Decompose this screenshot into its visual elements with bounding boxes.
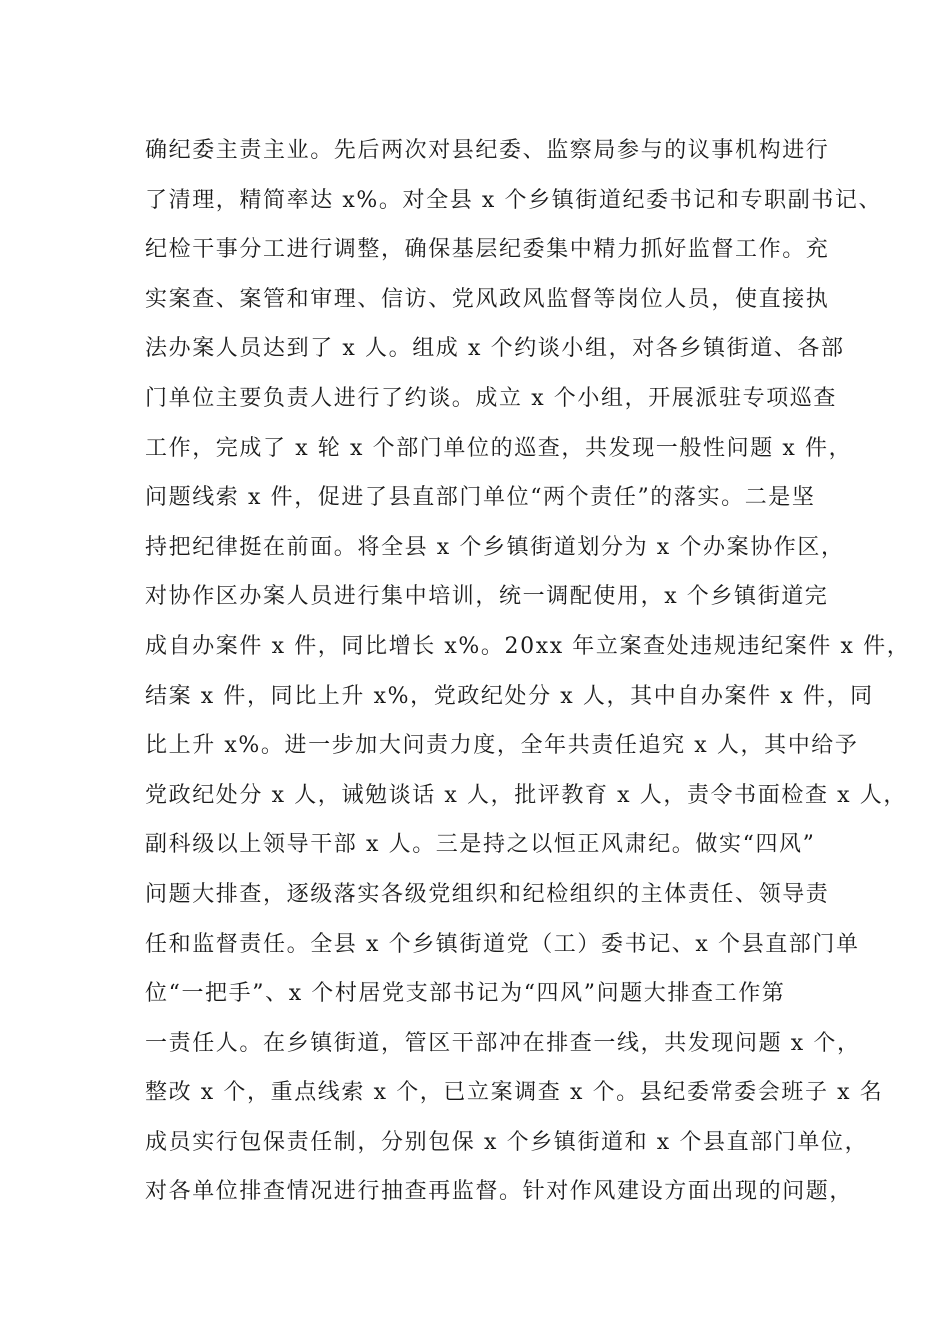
text-line: 对各单位排查情况进行抽查再监督。针对作风建设方面出现的问题， [145,1179,854,1205]
text-line: 确纪委主责主业。先后两次对县纪委、监察局参与的议事机构进行 [145,138,830,163]
text-line: 任和监督责任。全县 x 个乡镇街道党（工）委书记、x 个县直部门单 [145,931,860,957]
text-line: 成自办案件 x 件，同比增长 x%。20xx 年立案查处违规违纪案件 x 件， [145,633,911,659]
text-line: 比上升 x%。进一步加大问责力度，全年共责任追究 x 人，其中给予 [145,733,859,759]
text-line: 结案 x 件，同比上升 x%，党政纪处分 x 人，其中自办案件 x 件，同 [145,683,874,709]
text-line: 整改 x 个，重点线索 x 个，已立案调查 x 个。县纪委常委会班子 x 名 [145,1080,884,1106]
text-line: 实案查、案管和审理、信访、党风政风监督等岗位人员，使直接执 [145,286,830,312]
text-line: 持把纪律挺在前面。将全县 x 个乡镇街道划分为 x 个办案协作区， [145,534,845,560]
text-line: 副科级以上领导干部 x 人。三是持之以恒正风肃纪。做实“四风” [145,832,816,858]
text-line: 工作，完成了 x 轮 x 个部门单位的巡查，共发现一般性问题 x 件， [145,435,853,461]
text-line: 纪检干事分工进行调整，确保基层纪委集中精力抓好监督工作。充 [145,237,830,263]
text-line: 门单位主要负责人进行了约谈。成立 x 个小组，开展派驻专项巡查 [145,385,837,411]
text-line: 了清理，精简率达 x%。对全县 x 个乡镇街道纪委书记和专职副书记、 [145,187,883,213]
text-line: 对协作区办案人员进行集中培训，统一调配使用，x 个乡镇街道完 [145,584,829,610]
text-line: 党政纪处分 x 人，诫勉谈话 x 人，批评教育 x 人，责令书面检查 x 人， [145,782,907,808]
text-line: 法办案人员达到了 x 人。组成 x 个约谈小组，对各乡镇街道、各部 [145,336,845,362]
text-line: 成员实行包保责任制，分别包保 x 个乡镇街道和 x 个县直部门单位， [145,1129,869,1155]
text-line: 问题大排查，逐级落实各级党组织和纪检组织的主体责任、领导责 [145,881,830,907]
text-line: 问题线索 x 件，促进了县直部门单位“两个责任”的落实。二是坚 [145,485,816,511]
body-text [145,132,911,1223]
text-line: 一责任人。在乡镇街道，管区干部冲在排查一线，共发现问题 x 个， [145,1030,861,1056]
text-line: 位“一把手”、x 个村居党支部书记为“四风”问题大排查工作第 [145,981,786,1007]
